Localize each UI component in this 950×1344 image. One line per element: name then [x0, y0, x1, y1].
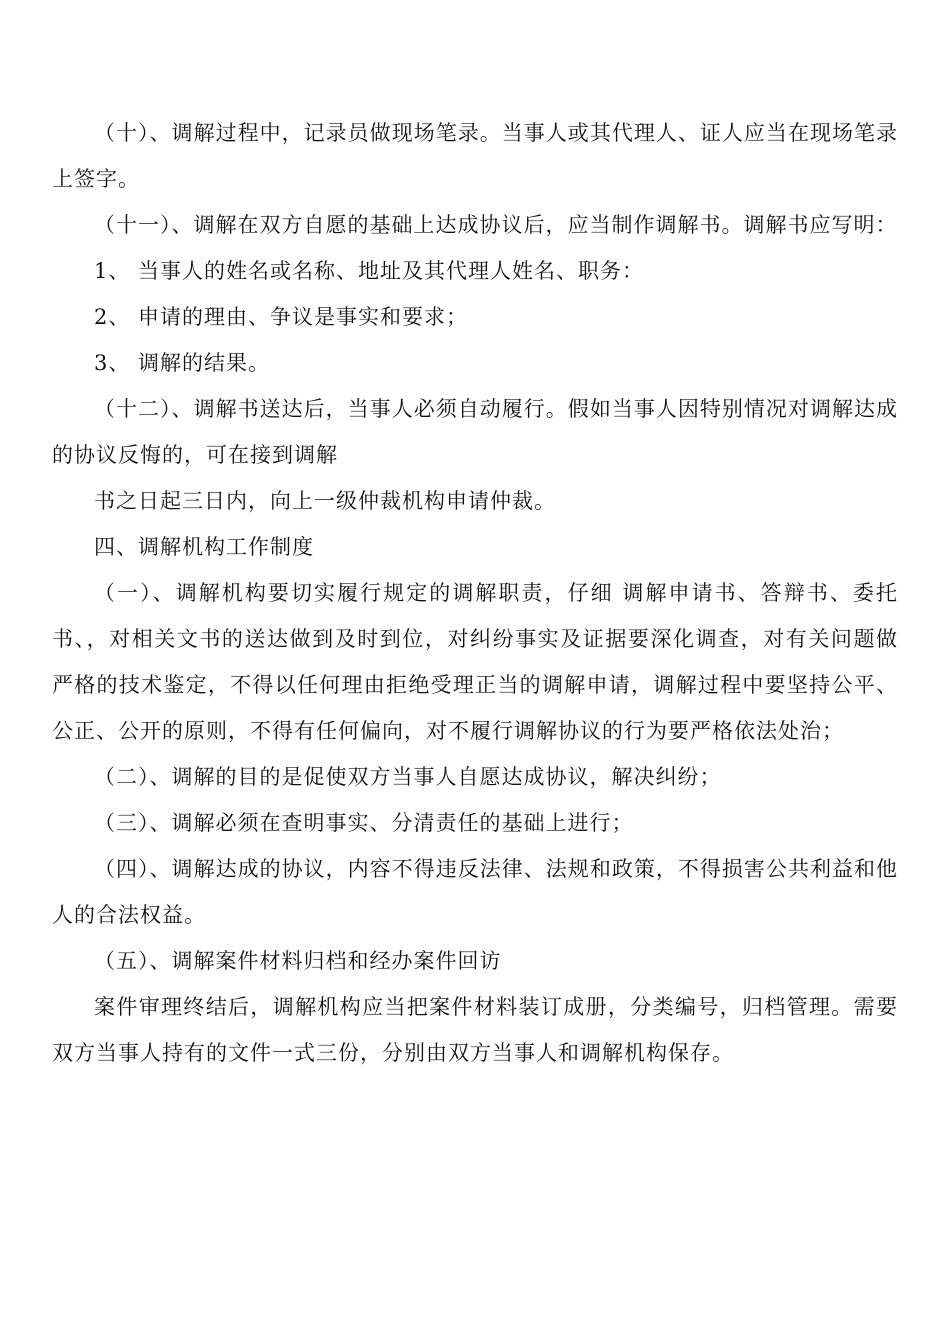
rule-paragraph-5: （五）、调解案件材料归档和经办案件回访	[94, 949, 502, 973]
closing-paragraph: 案件审理终结后，调解机构应当把案件材料装订成册，分类编号，归档管理。需要双方当事人持有的文件一式三份，分别由双方当事人和调解机构保存。	[52, 995, 898, 1065]
section-heading-4: 四、调解机构工作制度	[94, 535, 314, 559]
document-body	[52, 110, 898, 1076]
rule-paragraph-3: （三）、调解必须在查明事实、分清责任的基础上进行；	[94, 811, 634, 835]
list-item-text: 当事人的姓名或名称、地址及其代理人姓名、职务：	[138, 259, 644, 283]
list-item	[52, 294, 898, 340]
rule-paragraph-2: （二）、调解的目的是促使双方当事人自愿达成协议，解决纠纷；	[94, 765, 722, 789]
list-item-number: 1、	[94, 259, 131, 283]
paragraph-item-12: （十二）、调解书送达后，当事人必须自动履行。假如当事人因特别情况对调解达成的协议反悔的，可在接到调解	[52, 397, 898, 467]
rule-paragraph-1: （一）、调解机构要切实履行规定的调解职责，仔细 调解申请书、答辩书、委托书、，对相关文书的送达做到及时到位，对纠纷事实及证据要深化调查，对有关问题做严格的技术鉴定，不得以任何理由拒绝受理正当的调解申请，调解过程中要坚持公平、公正、公开的原则，不得有任何偏向，对不履行调解协议的行为要严格依法处治；	[52, 581, 898, 743]
list-item-number: 2、	[94, 305, 131, 329]
list-item	[52, 248, 898, 294]
list-item-text: 申请的理由、争议是事实和要求；	[138, 305, 468, 329]
paragraph-item-11: （十一）、调解在双方自愿的基础上达成协议后，应当制作调解书。调解书应写明：	[94, 213, 898, 237]
paragraph-item-12-continued: 书之日起三日内，向上一级仲裁机构申请仲裁。	[94, 489, 556, 513]
rule-paragraph-4: （四）、调解达成的协议，内容不得违反法律、法规和政策，不得损害公共利益和他人的合法权益。	[52, 857, 898, 927]
list-item	[52, 340, 898, 386]
list-item-text: 调解的结果。	[138, 351, 270, 375]
list-item-number: 3、	[94, 351, 131, 375]
paragraph-item-10: （十）、调解过程中，记录员做现场笔录。当事人或其代理人、证人应当在现场笔录上签字。	[52, 121, 898, 191]
